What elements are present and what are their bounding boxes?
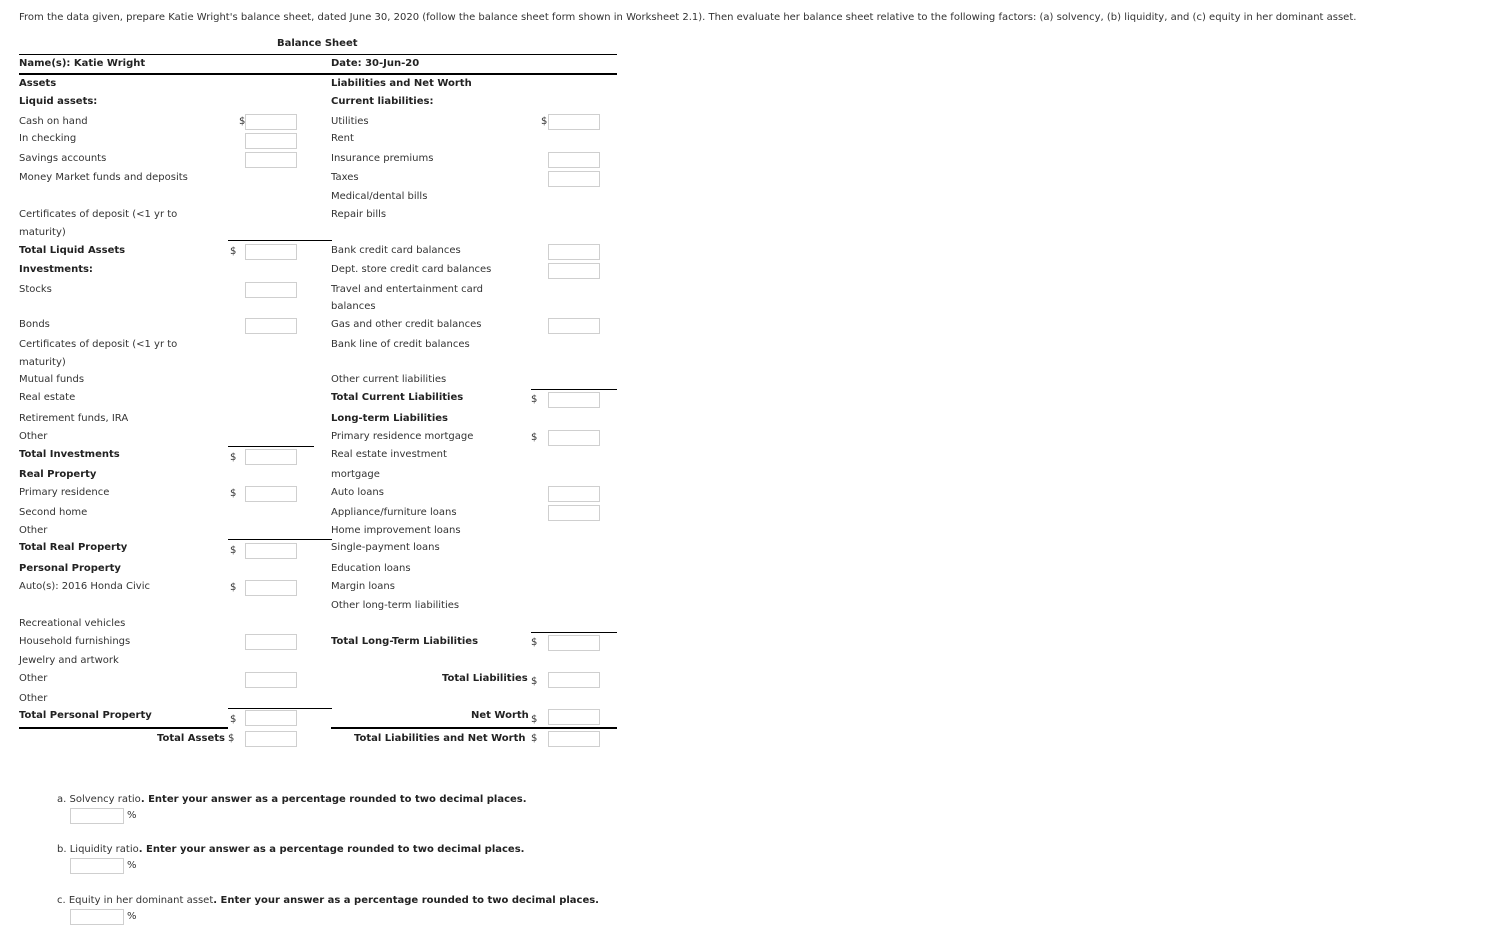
auto-loans-input[interactable] [548,486,600,502]
dept-cc-label: Dept. store credit card balances [331,264,492,275]
other-real-property-label: Other [19,525,48,536]
dollar-sign: $ [230,545,237,556]
net-worth-label: Net Worth [471,710,529,721]
cd-investment-label-2: maturity) [19,357,66,368]
travel-card-label-2: balances [331,301,376,312]
dollar-sign: $ [531,733,538,744]
question-c [57,895,599,907]
insurance-label: Insurance premiums [331,153,434,164]
autos-label: Auto(s): 2016 Honda Civic [19,581,150,592]
other-current-label: Other current liabilities [331,374,447,385]
retirement-label: Retirement funds, IRA [19,413,129,424]
bank-line-label: Bank line of credit balances [331,339,470,350]
in-checking-input[interactable] [245,133,297,149]
dept-cc-input[interactable] [548,263,600,279]
rent-label: Rent [331,133,354,144]
dollar-sign: $ [239,116,246,127]
dollar-sign: $ [230,582,237,593]
savings-label: Savings accounts [19,153,107,164]
stocks-label: Stocks [19,284,52,295]
total-liquid-input[interactable] [245,244,297,260]
equity-dominant-asset-link[interactable]: Equity in her dominant asset [68,895,214,906]
question-b-text: . Enter your answer as a percentage rounded to two decimal places. [138,844,525,855]
bank-cc-input[interactable] [548,244,600,260]
question-c-prefix: c. [57,895,69,906]
total-rule [228,240,332,241]
total-rule [228,446,314,447]
savings-input[interactable] [245,152,297,168]
primary-mortgage-input[interactable] [548,430,600,446]
total-current-input[interactable] [548,392,600,408]
header-rule [19,73,617,75]
total-personal-property-label: Total Personal Property [19,710,152,721]
total-rule [228,708,332,709]
education-loans-label: Education loans [331,563,411,574]
dollar-sign: $ [531,676,538,687]
liquid-assets-header: Liquid assets: [19,96,98,107]
total-current-label: Total Current Liabilities [331,392,464,403]
net-worth-input[interactable] [548,709,600,725]
bonds-label: Bonds [19,319,50,330]
gas-credit-input[interactable] [548,318,600,334]
total-assets-input[interactable] [245,731,297,747]
insurance-input[interactable] [548,152,600,168]
percent-sign: % [127,860,137,871]
travel-card-label: Travel and entertainment card [331,284,483,295]
real-property-header: Real Property [19,469,97,480]
real-estate-label: Real estate [19,392,76,403]
total-investments-input[interactable] [245,449,297,465]
question-b-prefix: b. [57,844,70,855]
other-personal-label-1: Other [19,673,48,684]
total-liabilities-input[interactable] [548,672,600,688]
percent-sign: % [127,911,137,922]
total-rule [531,632,617,633]
dollar-sign: $ [531,637,538,648]
mutual-funds-label: Mutual funds [19,374,85,385]
question-a-prefix: a. [57,794,70,805]
liquidity-ratio-input[interactable] [70,858,124,874]
solvency-ratio-link[interactable]: Solvency ratio [69,794,141,805]
cd-liquid-label: Certificates of deposit (<1 yr to [19,209,178,220]
home-improvement-label: Home improvement loans [331,525,461,536]
total-real-property-input[interactable] [245,543,297,559]
dollar-sign: $ [230,246,237,257]
money-market-label: Money Market funds and deposits [19,172,188,183]
total-rule [531,389,617,390]
solvency-ratio-input[interactable] [70,808,124,824]
other-long-term-label: Other long-term liabilities [331,600,460,611]
current-liabilities-header: Current liabilities: [331,96,434,107]
dollar-sign: $ [531,394,538,405]
jewelry-label: Jewelry and artwork [19,655,119,666]
other-personal-label-2: Other [19,693,48,704]
dollar-sign: $ [228,733,235,744]
total-liab-nw-label: Total Liabilities and Net Worth [354,733,526,744]
dollar-sign: $ [531,432,538,443]
question-c-text: . Enter your answer as a percentage rounded to two decimal places. [213,895,599,906]
dollar-sign: $ [541,116,548,127]
re-investment-label: Real estate investment [331,449,447,460]
autos-input[interactable] [245,580,297,596]
utilities-input[interactable] [548,114,600,130]
total-rule [228,539,332,540]
total-liab-nw-input[interactable] [548,731,600,747]
total-investments-label: Total Investments [19,449,120,460]
dollar-sign: $ [230,452,237,463]
name-label: Name(s): Katie Wright [19,58,146,69]
household-input[interactable] [245,634,297,650]
appliance-loans-label: Appliance/furniture loans [331,507,457,518]
cd-liquid-label-2: maturity) [19,227,66,238]
other-investments-label: Other [19,431,48,442]
appliance-loans-input[interactable] [548,505,600,521]
personal-property-header: Personal Property [19,563,121,574]
other-personal-input[interactable] [245,672,297,688]
total-assets-label: Total Assets [157,733,225,744]
date-label: Date: 30-Jun-20 [331,58,420,69]
title-rule [19,54,617,55]
utilities-label: Utilities [331,116,369,127]
assets-bottom-rule [19,727,228,729]
long-term-header: Long-term Liabilities [331,413,448,424]
repair-label: Repair bills [331,209,387,220]
margin-loans-label: Margin loans [331,581,395,592]
primary-residence-input[interactable] [245,486,297,502]
dollar-sign: $ [531,714,538,725]
in-checking-label: In checking [19,133,77,144]
cash-on-hand-label: Cash on hand [19,116,88,127]
liabilities-header: Liabilities and Net Worth [331,78,472,89]
liabilities-bottom-rule [331,727,617,729]
percent-sign: % [127,810,137,821]
liquidity-ratio-link[interactable]: Liquidity ratio [69,844,139,855]
single-payment-label: Single-payment loans [331,542,440,553]
dollar-sign: $ [230,488,237,499]
total-liabilities-label: Total Liabilities [442,673,528,684]
question-a-text: . Enter your answer as a percentage rounded to two decimal places. [140,794,527,805]
total-personal-property-input[interactable] [245,710,297,726]
bank-cc-label: Bank credit card balances [331,245,461,256]
auto-loans-label: Auto loans [331,487,384,498]
total-liquid-label: Total Liquid Assets [19,245,126,256]
gas-credit-label: Gas and other credit balances [331,319,482,330]
instructions-text: From the data given, prepare Katie Wright's balance sheet, dated June 30, 2020 (follow the balance sheet form shown in Worksheet 2.1). Then evaluate her balance sheet relative to the following factors: (a) solvency, (b) liquidity, and (c) equity in her dominant asset. [19,12,1357,23]
total-real-property-label: Total Real Property [19,542,128,553]
medical-label: Medical/dental bills [331,191,428,202]
question-a [57,794,527,806]
stocks-input[interactable] [245,282,297,298]
equity-dominant-asset-input[interactable] [70,909,124,925]
taxes-input[interactable] [548,171,600,187]
dollar-sign: $ [230,714,237,725]
cd-investment-label: Certificates of deposit (<1 yr to [19,339,178,350]
household-label: Household furnishings [19,636,131,647]
sheet-title: Balance Sheet [277,38,358,49]
cash-on-hand-input[interactable] [245,114,297,130]
total-long-term-label: Total Long-Term Liabilities [331,636,479,647]
total-long-term-input[interactable] [548,635,600,651]
investments-header: Investments: [19,264,93,275]
bonds-input[interactable] [245,318,297,334]
primary-mortgage-label: Primary residence mortgage [331,431,474,442]
question-b [57,844,524,856]
primary-residence-label: Primary residence [19,487,110,498]
re-investment-label-2: mortgage [331,469,380,480]
assets-header: Assets [19,78,57,89]
second-home-label: Second home [19,507,88,518]
taxes-label: Taxes [331,172,359,183]
rec-vehicles-label: Recreational vehicles [19,618,126,629]
